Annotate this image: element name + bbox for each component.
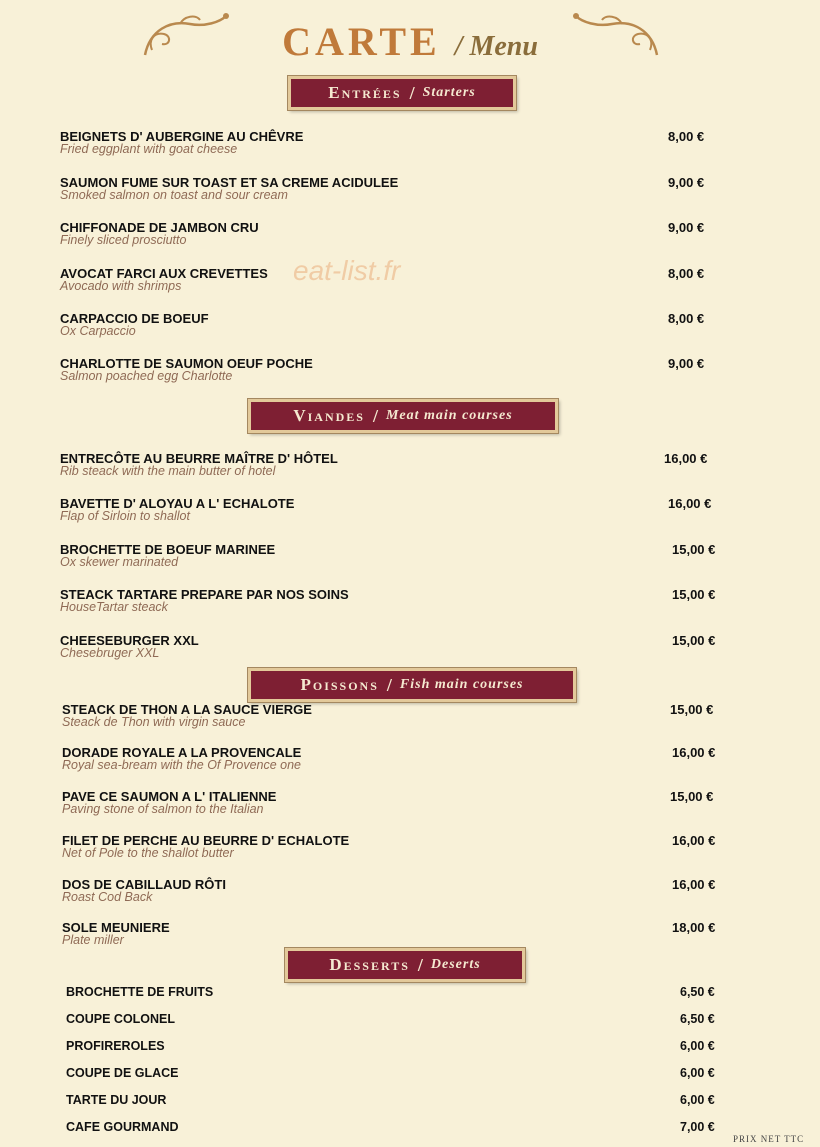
item-price: 6,00 € <box>680 1093 715 1107</box>
item-name: CHIFFONADE DE JAMBON CRU <box>60 220 259 235</box>
item-price: 16,00 € <box>672 745 716 760</box>
section-subtitle: Starters <box>422 85 476 100</box>
price-note: PRIX NET TTC <box>733 1134 805 1144</box>
item-name: FILET DE PERCHE AU BEURRE D' ECHALOTE <box>62 833 350 848</box>
item-price: 9,00 € <box>668 175 705 190</box>
item-description: HouseTartar steack <box>60 600 168 614</box>
section-banner-starters <box>288 76 516 110</box>
item-description: Steack de Thon with virgin sauce <box>62 715 246 729</box>
item-name: PROFIREROLES <box>66 1039 165 1053</box>
item-price: 9,00 € <box>668 356 705 371</box>
item-price: 9,00 € <box>668 220 705 235</box>
item-price: 6,50 € <box>680 985 715 999</box>
item-price: 8,00 € <box>668 129 705 144</box>
item-price: 6,50 € <box>680 1012 715 1026</box>
section-banner-fish <box>248 668 576 702</box>
section-subtitle: Fish main courses <box>399 677 524 692</box>
slash-separator: / <box>409 82 415 103</box>
item-name: AVOCAT FARCI AUX CREVETTES <box>60 266 268 281</box>
item-name: BEIGNETS D' AUBERGINE AU CHÊVRE <box>60 129 304 144</box>
item-price: 16,00 € <box>668 496 712 511</box>
section-subtitle: Meat main courses <box>385 408 513 423</box>
item-name: BAVETTE D' ALOYAU A L' ECHALOTE <box>60 496 295 511</box>
item-description: Plate miller <box>62 933 124 947</box>
item-name: CAFE GOURMAND <box>66 1120 179 1134</box>
item-name: PAVE CE SAUMON A L' ITALIENNE <box>62 789 277 804</box>
item-description: Fried eggplant with goat cheese <box>60 142 238 156</box>
item-description: Ox Carpaccio <box>60 324 136 338</box>
item-description: Finely sliced prosciutto <box>60 233 187 247</box>
item-price: 16,00 € <box>672 833 716 848</box>
item-name: DOS DE CABILLAUD RÔTI <box>62 877 226 892</box>
item-name: BROCHETTE DE BOEUF MARINEE <box>60 542 276 557</box>
item-name: SAUMON FUME SUR TOAST ET SA CREME ACIDULEE <box>60 175 399 190</box>
section-banner-meat <box>248 399 558 433</box>
section-title: Desserts <box>329 955 410 974</box>
item-price: 15,00 € <box>672 587 716 602</box>
section-title: Viandes <box>293 406 365 425</box>
item-name: SOLE MEUNIERE <box>62 920 170 935</box>
item-description: Paving stone of salmon to the Italian <box>62 802 264 816</box>
item-price: 15,00 € <box>672 542 716 557</box>
item-name: COUPE COLONEL <box>66 1012 176 1026</box>
title-main: CARTE <box>282 19 441 64</box>
slash-separator: / <box>417 954 423 975</box>
item-price: 7,00 € <box>680 1120 715 1134</box>
item-name: ENTRECÔTE AU BEURRE MAÎTRE D' HÔTEL <box>60 451 338 466</box>
section-subtitle: Deserts <box>430 957 481 972</box>
item-name: STEACK TARTARE PREPARE PAR NOS SOINS <box>60 587 349 602</box>
slash-separator: / <box>386 674 392 695</box>
item-price: 16,00 € <box>672 877 716 892</box>
item-description: Royal sea-bream with the Of Provence one <box>62 758 302 772</box>
item-price: 6,00 € <box>680 1066 715 1080</box>
item-price: 6,00 € <box>680 1039 715 1053</box>
item-description: Rib steack with the main butter of hotel <box>60 464 276 478</box>
item-name: TARTE DU JOUR <box>66 1093 167 1107</box>
item-description: Flap of Sirloin to shallot <box>60 509 190 523</box>
item-name: COUPE DE GLACE <box>66 1066 179 1080</box>
item-price: 15,00 € <box>670 702 714 717</box>
item-price: 15,00 € <box>670 789 714 804</box>
item-price: 8,00 € <box>668 311 705 326</box>
item-name: CHEESEBURGER XXL <box>60 633 199 648</box>
item-name: BROCHETTE DE FRUITS <box>66 985 214 999</box>
item-description: Net of Pole to the shallot butter <box>62 846 234 860</box>
item-name: DORADE ROYALE A LA PROVENCALE <box>62 745 302 760</box>
item-description: Ox skewer marinated <box>60 555 179 569</box>
item-name: CHARLOTTE DE SAUMON OEUF POCHE <box>60 356 313 371</box>
section-title: Entrées <box>328 83 402 102</box>
item-price: 16,00 € <box>664 451 708 466</box>
item-description: Roast Cod Back <box>62 890 153 904</box>
item-price: 18,00 € <box>672 920 716 935</box>
slash-separator: / <box>372 405 378 426</box>
item-description: Chesebruger XXL <box>60 646 160 660</box>
page-title <box>0 18 820 65</box>
item-price: 15,00 € <box>672 633 716 648</box>
item-name: STEACK DE THON A LA SAUCE VIERGE <box>62 702 312 717</box>
item-description: Salmon poached egg Charlotte <box>60 369 233 383</box>
item-description: Smoked salmon on toast and sour cream <box>60 188 288 202</box>
item-name: CARPACCIO DE BOEUF <box>60 311 209 326</box>
item-description: Avocado with shrimps <box>60 279 182 293</box>
section-banner-desserts <box>285 948 525 982</box>
title-sub: / Menu <box>454 31 538 62</box>
watermark-text: eat-list.fr <box>293 255 401 286</box>
item-price: 8,00 € <box>668 266 705 281</box>
section-title: Poissons <box>300 675 379 694</box>
